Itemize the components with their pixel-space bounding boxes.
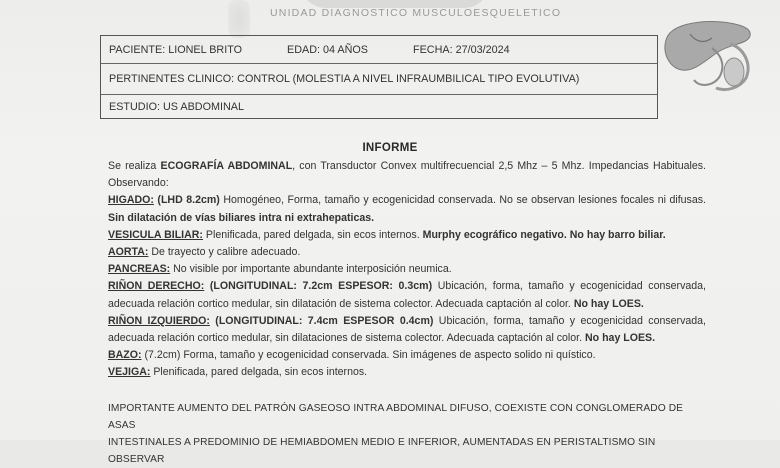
exam-date: FECHA: 27/03/2024 [413, 43, 510, 56]
liver-measure: (LHD 8.2cm) [153, 194, 220, 207]
aorta-text: De trayecto y calibre adecuado. [148, 246, 301, 259]
bladder-text: Plenificada, pared delgada, sin ecos internos. [150, 366, 368, 379]
gallbladder-note: Murphy ecográfico negativo. No hay barro biliar. [422, 228, 666, 241]
liver-illustration-icon [660, 14, 755, 94]
aorta-label: AORTA: [108, 246, 149, 259]
right-kidney-measure: (LONGITUDINAL: 7.2cm ESPESOR: 0.3cm) [204, 280, 433, 293]
right-kidney-label: RIÑON DERECHO: [108, 280, 205, 293]
spleen-finding [108, 347, 706, 364]
gallbladder-text: Plenificada, pared delgada, sin ecos internos. [202, 228, 423, 241]
aorta-finding [108, 244, 706, 261]
study-row [101, 95, 657, 118]
spleen-label: BAZO: [108, 349, 142, 362]
gallbladder-label: VESICULA BILIAR: [108, 228, 203, 241]
clinical-row [101, 64, 657, 95]
liver-text: Homogéneo, Forma, tamaño y ecogenicidad conservada. No se observan lesiones focales ni difusas. [219, 194, 706, 207]
right-kidney-text: Ubicación, forma, tamaño y ecogenicidad conservada, adecuada relación cortico medular, sin dilatación de sistema colector. Adecuada captación al color. [108, 280, 706, 310]
patient-row [101, 36, 657, 64]
skeleton-logo-icon [228, 0, 250, 38]
gallbladder-finding [108, 227, 706, 244]
liver-finding [108, 192, 706, 226]
conclusion-line-1: IMPORTANTE AUMENTO DEL PATRÓN GASEOSO INTRA ABDOMINAL DIFUSO, COEXISTE CON CONGLOMERADO DE ASAS [108, 402, 684, 431]
left-kidney-text: Ubicación, forma, tamaño y ecogenicidad conservada, adecuada relación cortico medular, sin dilataciones de sistema colector. Adecuada captación al color. [108, 314, 707, 345]
left-kidney-measure: (LONGITUDINAL: 7.4cm ESPESOR 0.4cm) [209, 314, 434, 327]
study-type: ESTUDIO: US ABDOMINAL [109, 100, 244, 113]
patient-info-table [100, 35, 658, 119]
clinic-name: UNIDAD DIAGNOSTICO MUSCULOESQUELETICO [270, 7, 562, 19]
right-kidney-finding [108, 278, 706, 312]
pancreas-label: PANCREAS: [108, 263, 171, 276]
left-kidney-label: RIÑON IZQUIERDO: [108, 314, 210, 327]
intro-text: Se realiza [108, 160, 161, 172]
section-gap [108, 382, 706, 400]
conclusion-line-2: INTESTINALES A PREDOMINIO DE HEMIABDOMEN MEDIO E INFERIOR, AUMENTADAS EN PERISTALTISMO SIN OBSERVAR [108, 437, 656, 466]
pancreas-finding [108, 261, 706, 278]
intro-paragraph [108, 158, 706, 192]
liver-label: HIGADO: [108, 194, 154, 207]
report-title: INFORME [362, 142, 418, 154]
clinical-notes: PERTINENTES CLINICO: CONTROL (MOLESTIA A NIVEL INFRAUMBILICAL TIPO EVOLUTIVA) [109, 73, 580, 85]
bladder-finding [108, 364, 706, 381]
intro-study: ECOGRAFÍA ABDOMINAL [160, 160, 293, 172]
report-body [108, 158, 706, 468]
spleen-text: (7.2cm) Forma, tamaño y ecogenicidad conservada. Sin imágenes de aspecto solido ni quístico. [141, 349, 596, 362]
bladder-label: VEJIGA: [108, 366, 151, 379]
patient-name: PACIENTE: LIONEL BRITO [109, 43, 242, 56]
right-kidney-note: No hay LOES. [573, 297, 644, 310]
liver-note: Sin dilatación de vías biliares intra ni extrahepaticas. [108, 211, 375, 224]
left-kidney-finding [108, 313, 706, 347]
patient-age: EDAD: 04 AÑOS [287, 43, 369, 56]
pancreas-text: No visible por importante abundante interposición neumica. [170, 263, 452, 276]
left-kidney-note: No hay LOES. [585, 332, 656, 345]
intro-details: , con Transductor Convex multifrecuencial 2,5 Mhz – 5 Mhz. Impedancias Habituales. Observando: [108, 160, 706, 190]
